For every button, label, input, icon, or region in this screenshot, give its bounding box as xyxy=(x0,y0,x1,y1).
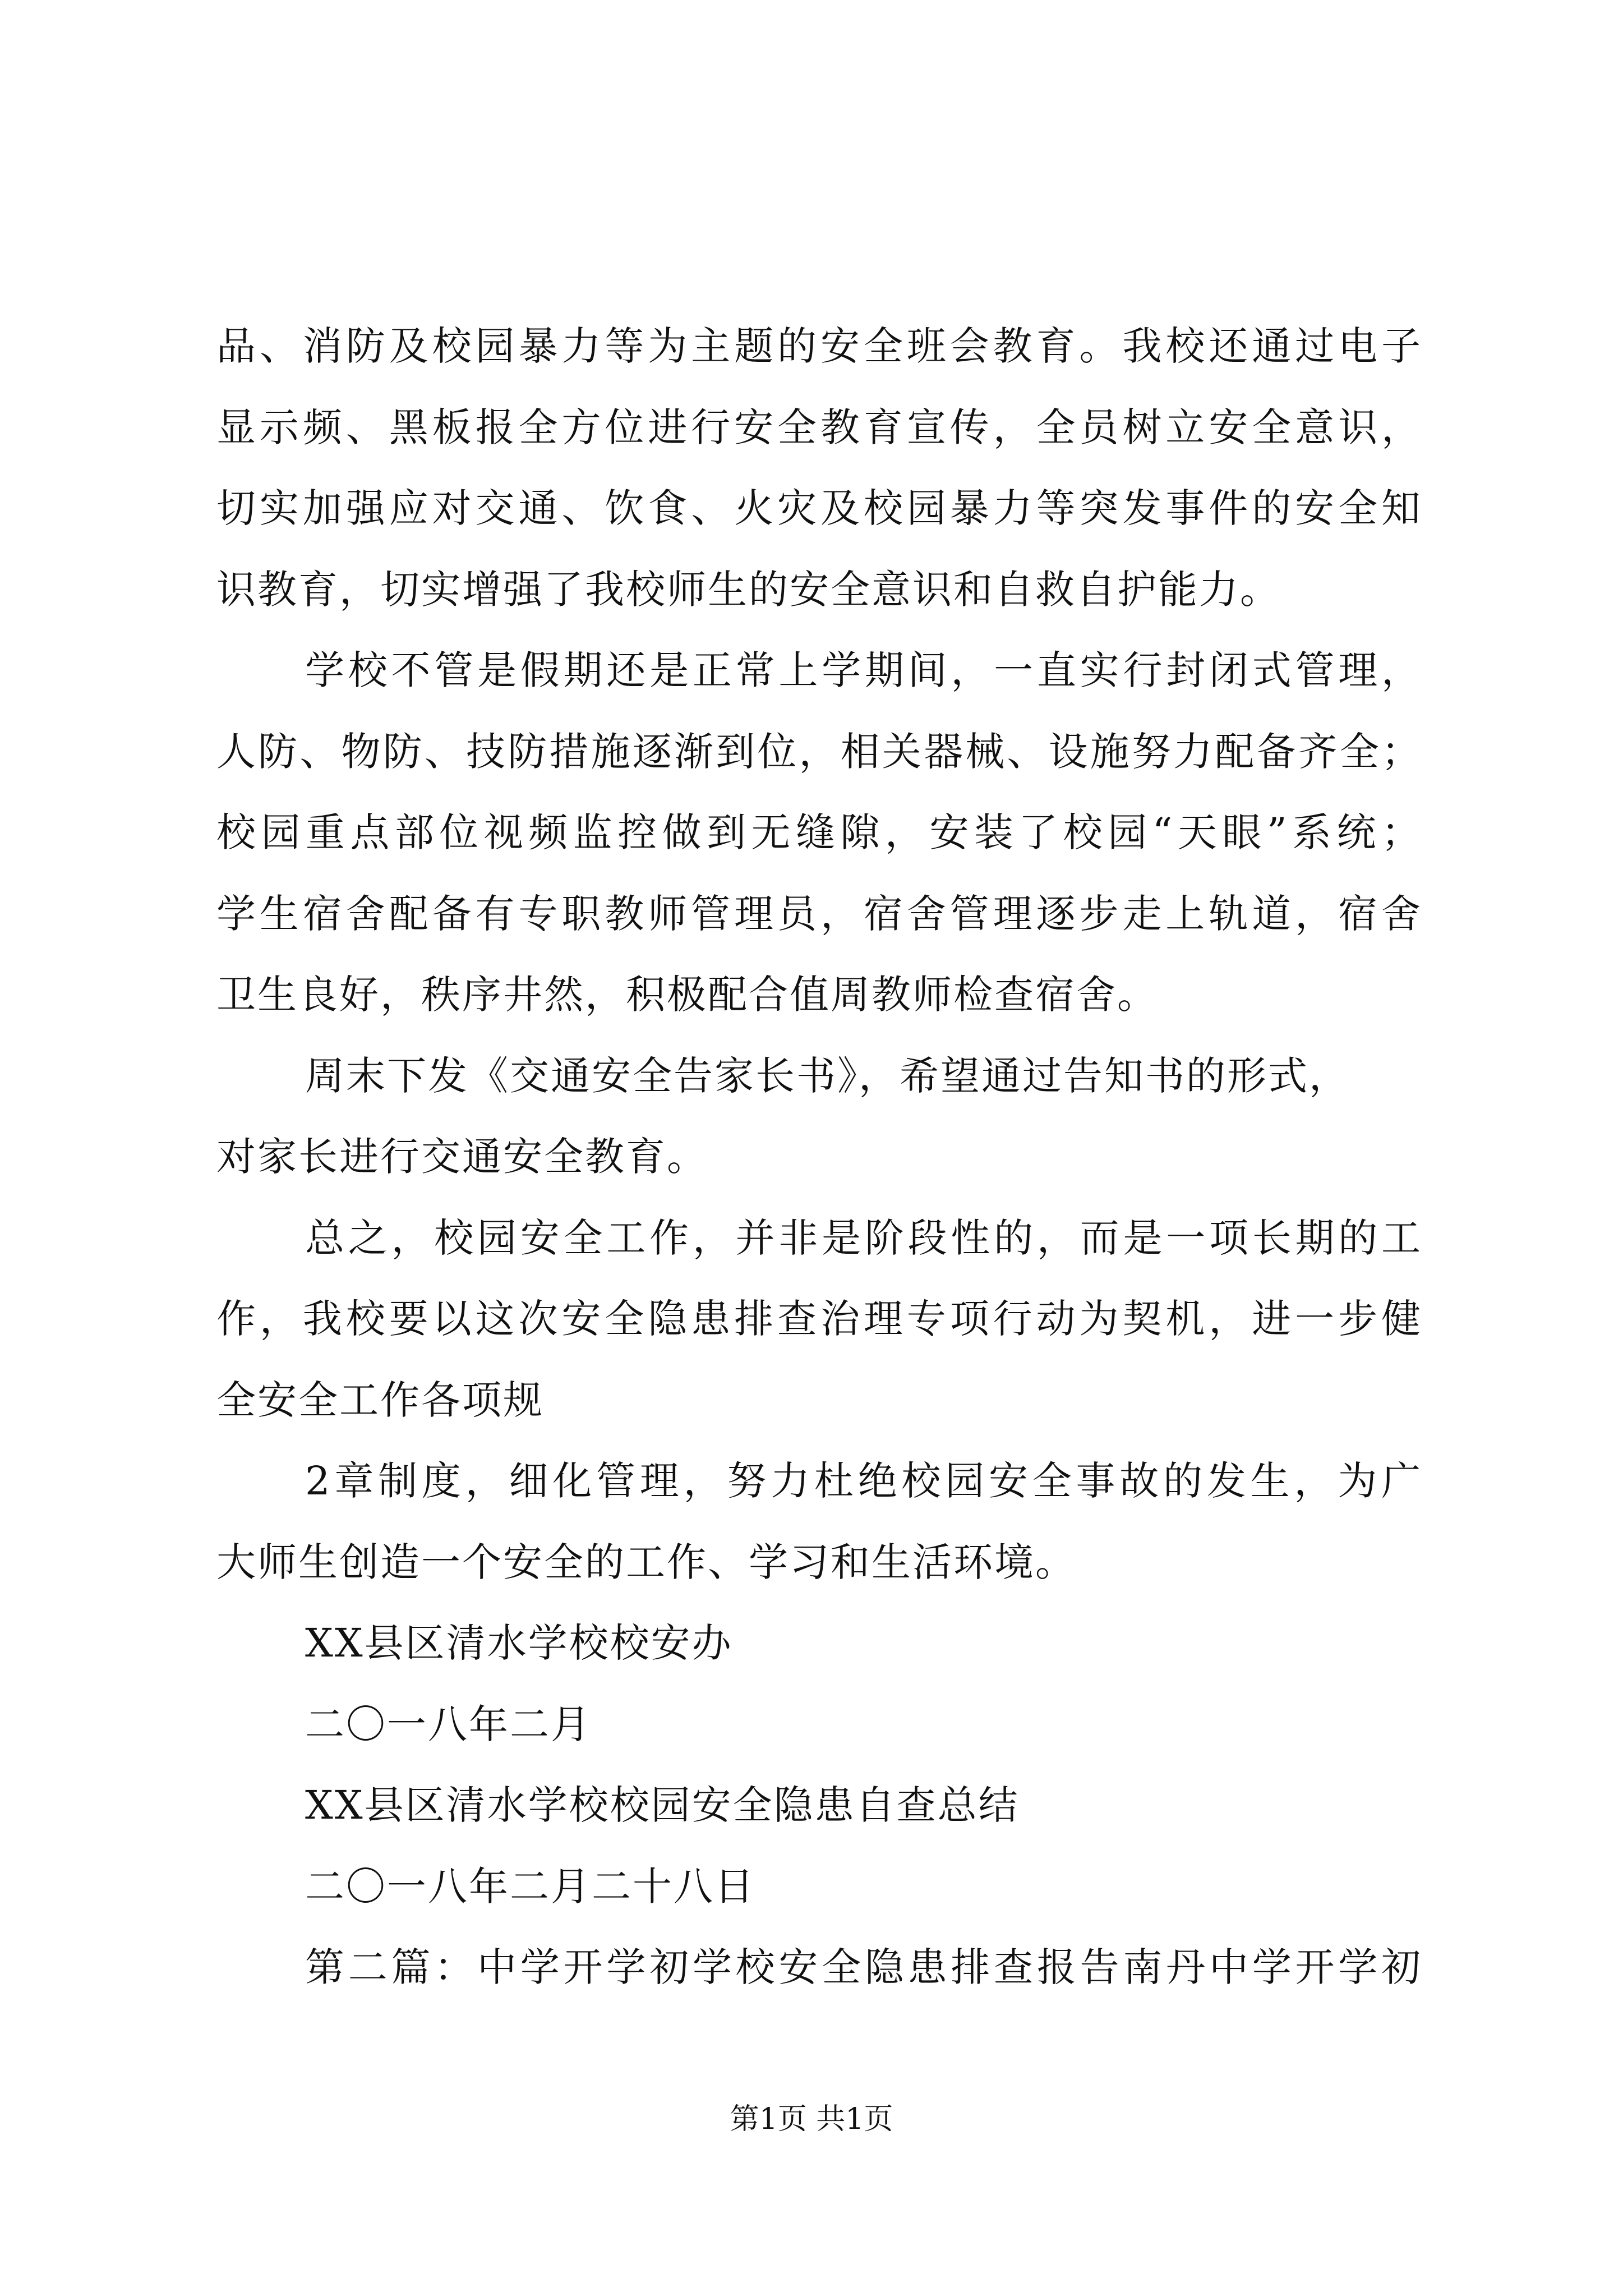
signature-date: 二〇一八年二月 xyxy=(305,1701,592,1747)
document-body xyxy=(216,306,1422,2008)
body-line: 识教育，切实增强了我校师生的安全意识和自救自护能力。 xyxy=(216,566,1281,613)
body-line: 切实加强应对交通、饮食、火灾及校园暴力等突发事件的安全知 xyxy=(216,485,1422,531)
body-line: 作，我校要以这次安全隐患排查治理专项行动为契机，进一步健 xyxy=(216,1296,1422,1342)
document-date: 二〇一八年二月二十八日 xyxy=(305,1863,755,1910)
body-line: 学生宿舍配备有专职教师管理员，宿舍管理逐步走上轨道，宿舍 xyxy=(216,890,1422,937)
document-title: XX县区清水学校校园安全隐患自查总结 xyxy=(305,1782,1020,1828)
section-heading: 第二篇：中学开学初学校安全隐患排查报告南丹中学开学初 xyxy=(305,1944,1422,1990)
body-line: 大师生创造一个安全的工作、学习和生活环境。 xyxy=(216,1539,1076,1585)
page-number-footer: 第1页 共1页 xyxy=(730,2102,893,2136)
body-line: 全安全工作各项规 xyxy=(216,1377,544,1423)
body-line: 校园重点部位视频监控做到无缝隙，安装了校园“天眼”系统； xyxy=(216,809,1422,855)
body-line: 卫生良好，秩序井然，积极配合值周教师检查宿舍。 xyxy=(216,972,1158,1018)
body-line: 总之，校园安全工作，并非是阶段性的，而是一项长期的工 xyxy=(305,1214,1422,1261)
signature-organization: XX县区清水学校校安办 xyxy=(305,1620,733,1666)
body-line: 显示频、黑板报全方位进行安全教育宣传，全员树立安全意识， xyxy=(216,404,1422,450)
body-line: 对家长进行交通安全教育。 xyxy=(216,1134,708,1180)
body-line: 学校不管是假期还是正常上学期间，一直实行封闭式管理， xyxy=(305,647,1422,693)
body-line: 品、消防及校园暴力等为主题的安全班会教育。我校还通过电子 xyxy=(216,323,1422,369)
body-line: 周末下发《交通安全告家长书》，希望通过告知书的形式， xyxy=(305,1052,1350,1099)
body-line: 人防、物防、技防措施逐渐到位，相关器械、设施努力配备齐全； xyxy=(216,728,1422,775)
body-line: 2章制度，细化管理，努力杜绝校园安全事故的发生，为广 xyxy=(305,1458,1422,1504)
